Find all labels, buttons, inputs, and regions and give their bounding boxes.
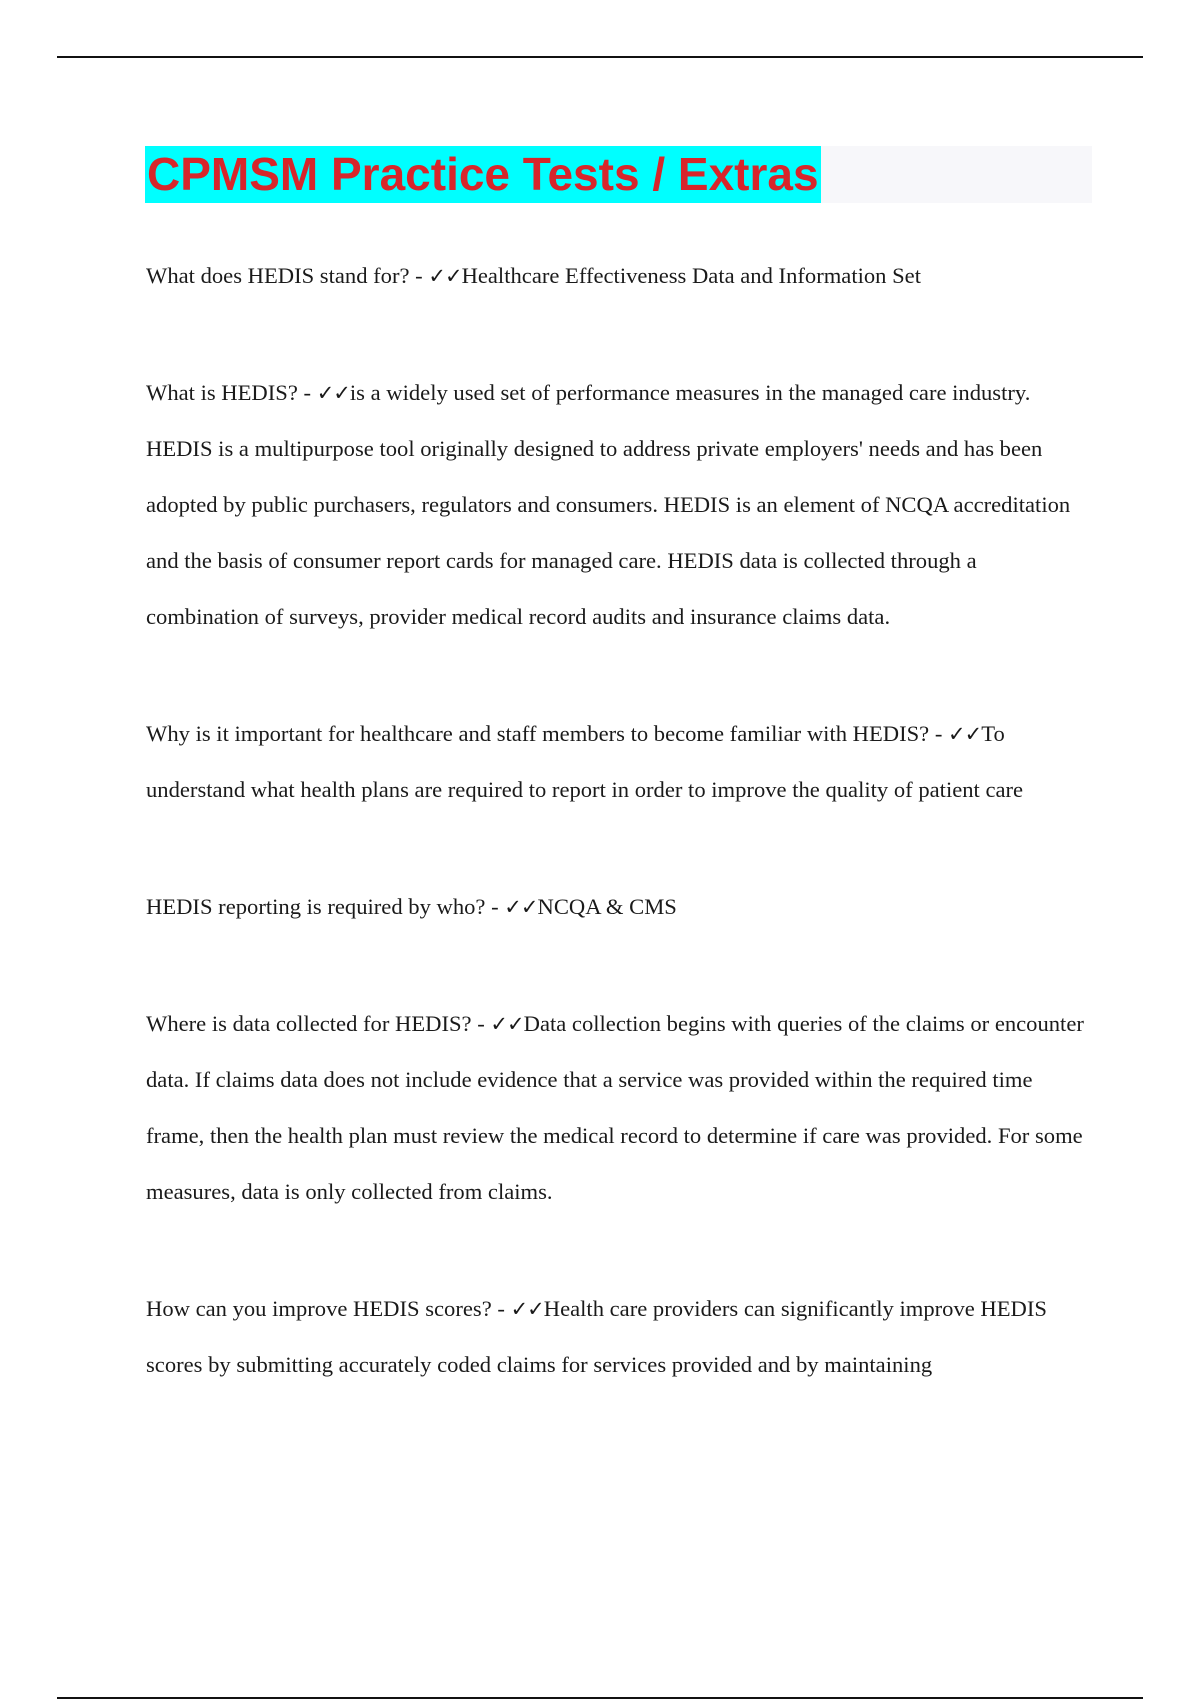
separator: - (929, 721, 949, 746)
answer-text: Healthcare Effectiveness Data and Information Set (461, 263, 921, 288)
separator: - (485, 894, 505, 919)
question-text: What does HEDIS stand for? (146, 263, 410, 288)
qa-item (146, 879, 1086, 935)
double-check-icon: ✓✓ (504, 895, 538, 919)
separator: - (491, 1296, 511, 1321)
answer-text: is a widely used set of performance measures in the managed care industry. HEDIS is a multipurpose tool originally designed to address private employers' needs and has been adopted by public purchasers, regulators and consumers. HEDIS is an element of NCQA accreditation and the basis of consumer report cards for managed care. HEDIS data is collected through a combination of surveys, provider medical record audits and insurance claims data. (146, 380, 1071, 629)
answer-text: NCQA & CMS (537, 894, 677, 919)
qa-item (146, 1281, 1086, 1393)
double-check-icon: ✓✓ (510, 1297, 544, 1321)
title-banner (145, 146, 1092, 203)
double-check-icon: ✓✓ (316, 381, 350, 405)
answer-text: Data collection begins with queries of the claims or encounter data. If claims data does not include evidence that a service was provided within the required time frame, then the health plan must review the medical record to determine if care was provided. For some measures, data is only collected from claims. (146, 1011, 1084, 1204)
double-check-icon: ✓✓ (948, 722, 982, 746)
double-check-icon: ✓✓ (490, 1012, 524, 1036)
separator: - (409, 263, 429, 288)
separator: - (471, 1011, 491, 1036)
question-text: HEDIS reporting is required by who? (146, 894, 486, 919)
double-check-icon: ✓✓ (428, 264, 462, 288)
qa-item (146, 248, 1086, 304)
qa-item (146, 706, 1086, 818)
qa-list (146, 248, 1086, 1393)
answer-text: Health care providers can significantly improve HEDIS scores by submitting accurately coded claims for services provided and by maintaining (146, 1296, 1047, 1377)
question-text: Where is data collected for HEDIS? (146, 1011, 472, 1036)
separator: - (297, 380, 317, 405)
document-title: CPMSM Practice Tests / Extras (145, 146, 821, 203)
qa-item (146, 365, 1086, 645)
question-text: What is HEDIS? (146, 380, 298, 405)
qa-item (146, 996, 1086, 1220)
answer-text: To understand what health plans are required to report in order to improve the quality of patient care (146, 721, 1024, 802)
question-text: Why is it important for healthcare and staff members to become familiar with HEDIS? (146, 721, 930, 746)
top-rule (57, 56, 1143, 58)
bottom-rule (57, 1697, 1143, 1699)
question-text: How can you improve HEDIS scores? (146, 1296, 492, 1321)
